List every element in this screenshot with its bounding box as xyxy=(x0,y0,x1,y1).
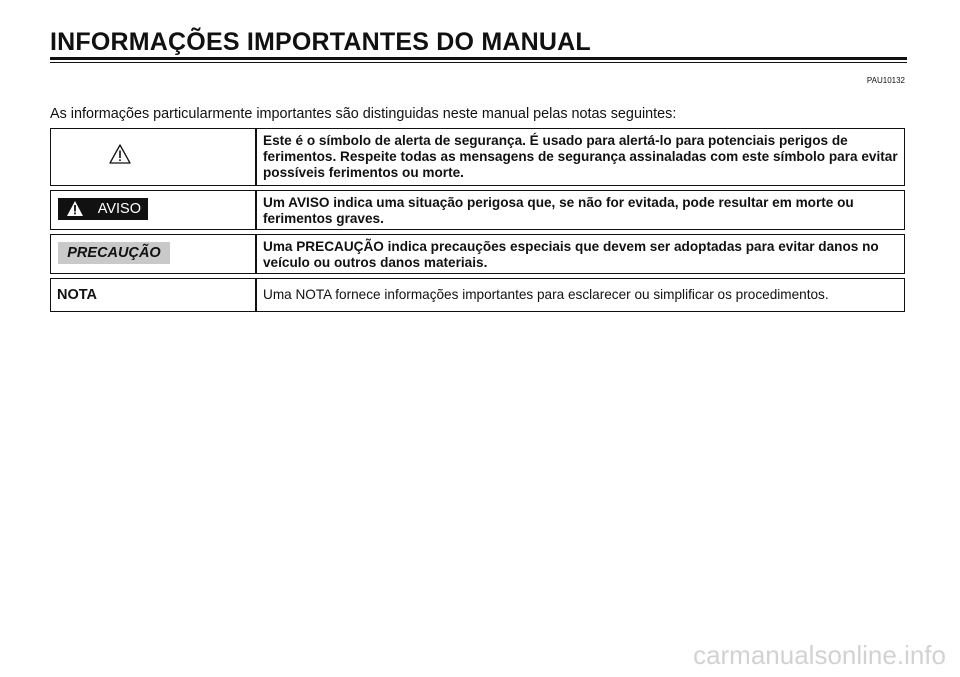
precaucao-description: Uma PRECAUÇÃO indica precauções especiais que devem ser adoptadas para evitar danos no veículo ou outros danos materiais. xyxy=(263,239,879,270)
safety-alert-description: Este é o símbolo de alerta de segurança. É usado para alertá-lo para potenciais perigos de ferimentos. Respeite todas as mensagens de segurança assinaladas com este símbolo para evitar possíveis ferimentos ou morte. xyxy=(263,133,898,180)
nota-description: Uma NOTA fornece informações importantes para esclarecer ou simplificar os procedimentos. xyxy=(263,287,829,302)
column-separator xyxy=(255,191,257,229)
document-code: PAU10132 xyxy=(866,76,905,85)
aviso-description: Um AVISO indica uma situação perigosa que, se não for evitada, pode resultar em morte ou ferimentos graves. xyxy=(263,195,854,226)
warning-triangle-icon xyxy=(109,143,131,165)
page-title: INFORMAÇÕES IMPORTANTES DO MANUAL xyxy=(50,28,591,56)
warning-triangle-icon xyxy=(66,200,84,217)
intro-text: As informações particularmente importantes são distinguidas neste manual pelas notas seguintes: xyxy=(50,106,677,122)
precaucao-badge: PRECAUÇÃO xyxy=(58,242,170,264)
column-separator xyxy=(255,129,257,185)
notice-row-aviso xyxy=(50,190,905,230)
aviso-label: AVISO xyxy=(97,201,141,217)
title-underline-thin xyxy=(50,62,907,63)
watermark: carmanualsonline.info xyxy=(693,640,946,670)
notice-row-precaucao xyxy=(50,234,905,274)
column-separator xyxy=(255,279,257,311)
notice-row-safety-alert xyxy=(50,128,905,186)
title-underline xyxy=(50,57,907,60)
aviso-badge xyxy=(58,198,148,220)
notice-row-nota xyxy=(50,278,905,312)
column-separator xyxy=(255,235,257,273)
nota-label: NOTA xyxy=(57,287,98,303)
